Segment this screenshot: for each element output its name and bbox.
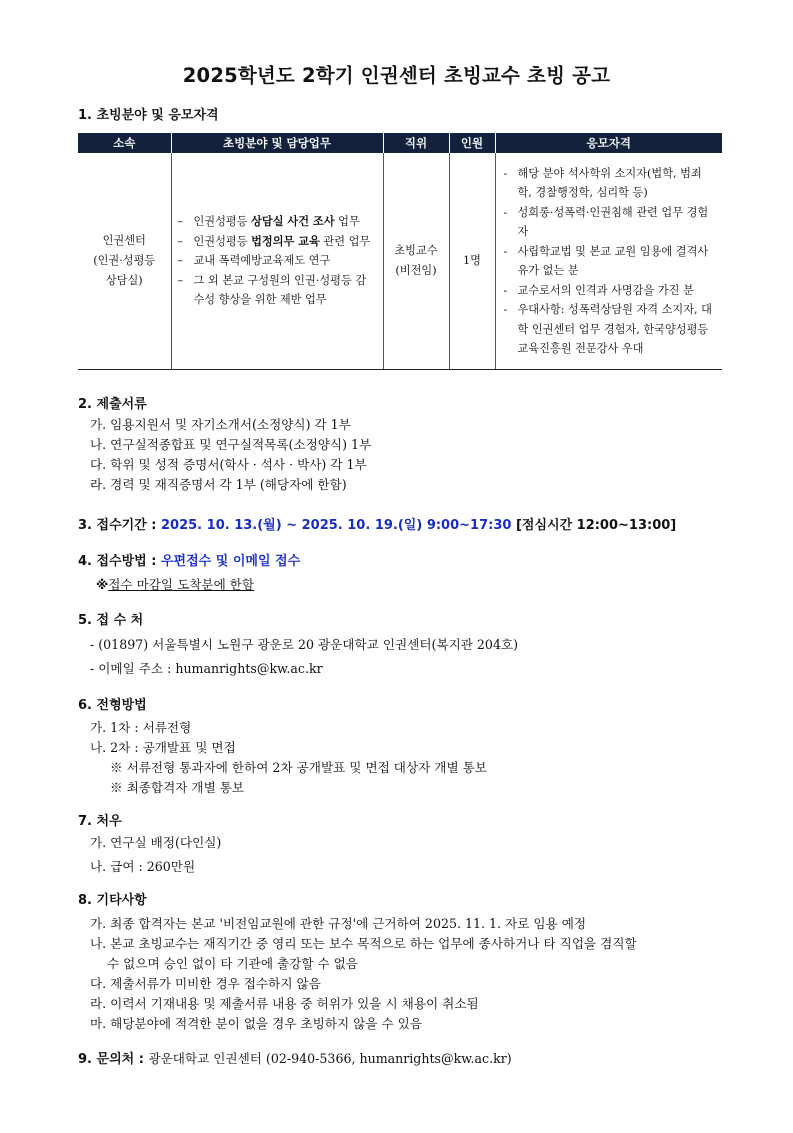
- section-3-heading: 3. 접수기간 : 2025. 10. 13.(월) ~ 2025. 10. 19.(일) 9:00~17:30 [점심시간 12:00~13:00]: [78, 518, 677, 533]
- duty-item: – 교내 폭력예방교육제도 연구: [177, 254, 331, 268]
- misc-item-continued: 수 없으며 승인 없이 타 기관에 출강할 수 없음: [107, 956, 359, 971]
- header-position: 직위: [383, 133, 449, 153]
- misc-item: 나. 본교 초빙교수는 재직기간 중 영리 또는 보수 목적으로 하는 업무에 종사하거나 타 직업을 겸직할: [90, 936, 637, 951]
- qualification-item: - 사립학교법 및 본교 교원 임용에 결격사유가 없는 분: [503, 244, 709, 277]
- application-period: 2025. 10. 13.(월) ~ 2025. 10. 19.(일) 9:00~17:30: [161, 518, 512, 533]
- qualifications-cell: [495, 153, 722, 370]
- method-note: ※접수 마감일 도착분에 한함: [96, 577, 255, 592]
- position-cell: 초빙교수 (비전임): [383, 153, 449, 370]
- duty-item: – 그 외 본교 구성원의 인권·성평등 감수성 향상을 위한 제반 업무: [177, 273, 367, 307]
- section-2-heading: 2. 제출서류: [78, 397, 147, 412]
- documents-item: 라. 경력 및 재직증명서 각 1부 (해당자에 한함): [90, 477, 347, 492]
- lunch-time: [점심시간 12:00~13:00]: [511, 518, 677, 533]
- count-cell: 1명: [449, 153, 495, 370]
- qualification-item: - 교수로서의 인격과 사명감을 가진 분: [503, 283, 694, 297]
- treatment-item: 나. 급여 : 260만원: [90, 859, 196, 874]
- section-8-heading: 8. 기타사항: [78, 893, 147, 908]
- table-row: [78, 153, 722, 370]
- misc-item: 라. 이력서 기재내용 및 제출서류 내용 중 허위가 있을 시 채용이 취소됨: [90, 996, 479, 1011]
- duties-cell: [171, 153, 383, 370]
- section-4-heading: 4. 접수방법 : 우편접수 및 이메일 접수: [78, 554, 301, 569]
- address-line: - (01897) 서울특별시 노원구 광운로 20 광운대학교 인권센터(복지관 204호): [90, 637, 519, 652]
- section-5-heading: 5. 접 수 처: [78, 613, 144, 628]
- header-count: 인원: [449, 133, 495, 153]
- recruitment-table: [78, 133, 722, 370]
- application-method: 우편접수 및 이메일 접수: [161, 554, 301, 569]
- selection-note: ※ 최종합격자 개별 통보: [110, 780, 245, 795]
- selection-item: 나. 2차 : 공개발표 및 면접: [90, 740, 236, 755]
- section-7-heading: 7. 처우: [78, 814, 122, 829]
- duty-item: – 인권성평등 법정의무 교육 관련 업무: [177, 234, 371, 248]
- misc-item: 마. 해당분야에 적격한 분이 없을 경우 초빙하지 않을 수 있음: [90, 1016, 423, 1031]
- section-9-heading: 9. 문의처 : 광운대학교 인권센터 (02-940-5366, humanrights@kw.ac.kr): [78, 1051, 512, 1067]
- documents-item: 나. 연구실적종합표 및 연구실적목록(소정양식) 1부: [90, 437, 372, 452]
- duty-item: – 인권성평등 상담실 사건 조사 업무: [177, 215, 360, 229]
- document-title: 2025학년도 2학기 인권센터 초빙교수 초빙 공고: [182, 64, 611, 87]
- section-1-heading: 1. 초빙분야 및 응모자격: [78, 108, 219, 123]
- selection-note: ※ 서류전형 통과자에 한하여 2차 공개발표 및 면접 대상자 개별 통보: [110, 760, 487, 775]
- qualification-item: - 성희롱·성폭력·인권침해 관련 업무 경험자: [503, 205, 709, 238]
- affiliation-cell: 인권센터 (인권·성평등 상담실): [78, 153, 171, 370]
- header-affiliation: 소속: [78, 133, 171, 153]
- selection-item: 가. 1차 : 서류전형: [90, 720, 192, 735]
- email-line: - 이메일 주소 : humanrights@kw.ac.kr: [90, 661, 323, 676]
- table-header-row: [78, 133, 722, 153]
- misc-item: 가. 최종 합격자는 본교 '비전임교원에 관한 규정'에 근거하여 2025. 11. 1. 자로 임용 예정: [90, 916, 587, 931]
- documents-item: 가. 임용지원서 및 자기소개서(소정양식) 각 1부: [90, 417, 351, 432]
- documents-item: 다. 학위 및 성적 증명서(학사 · 석사 · 박사) 각 1부: [90, 457, 367, 472]
- contact-info: 광운대학교 인권센터 (02-940-5366, humanrights@kw.ac.kr): [148, 1051, 512, 1066]
- header-qualifications: 응모자격: [495, 133, 722, 153]
- qualification-item: - 우대사항: 성폭력상담원 자격 소지자, 대학 인권센터 업무 경험자, 한국양성평등교육진흥원 전문강사 우대: [503, 303, 712, 355]
- header-duties: 초빙분야 및 담당업무: [171, 133, 383, 153]
- misc-item: 다. 제출서류가 미비한 경우 접수하지 않음: [90, 976, 321, 991]
- qualification-item: - 해당 분야 석사학위 소지자(법학, 범죄학, 경찰행정학, 심리학 등): [503, 166, 702, 199]
- section-6-heading: 6. 전형방법: [78, 698, 147, 713]
- treatment-item: 가. 연구실 배정(다인실): [90, 835, 222, 850]
